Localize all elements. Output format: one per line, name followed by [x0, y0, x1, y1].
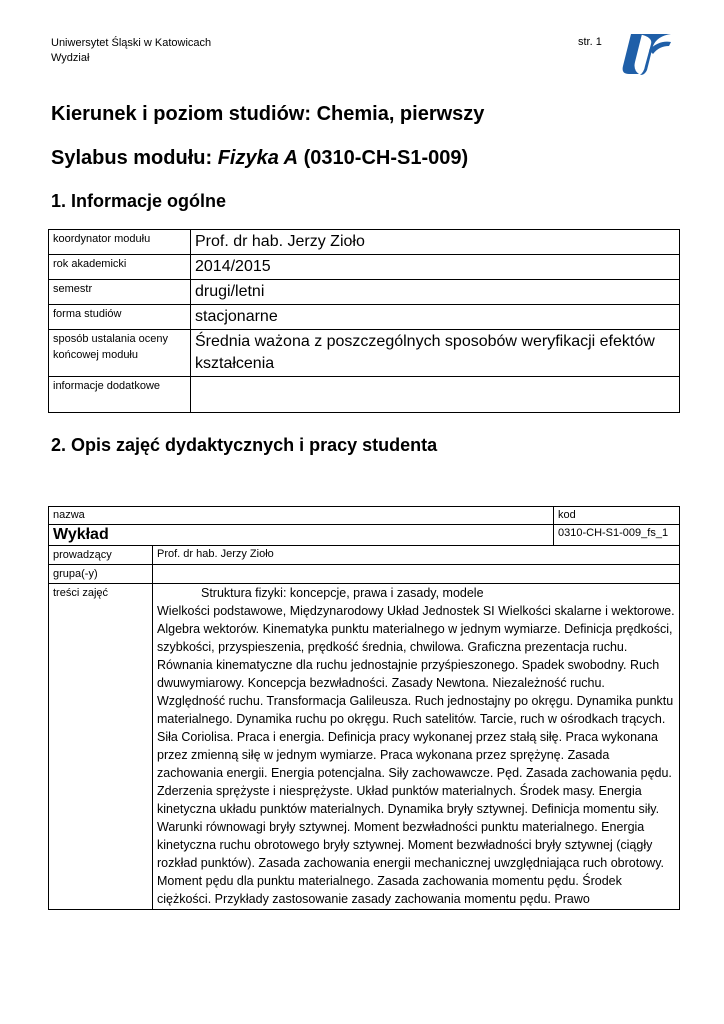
module-name: Fizyka A	[217, 147, 299, 169]
table-row	[49, 305, 680, 330]
content-body: Wielkości podstawowe, Międzynarodowy Układ Jednostek SI Wielkości skalarne i wektorowe. Algebra wektorów. Kinematyka punktu materialnego w jednym wymiarze. Definicja prędkości, szybkości, przyspieszenia, prędkość średnia, chwilowa. Graficzna prezentacja ruchu. Równania kinematyczne dla ruchu jednostajnie przyśpieszonego. Spadek swobodny. Ruch dwuwymiarowy. Koncepcja bezwładności. Zasady Newtona. Niezależność ruchu. Względność ruchu. Transformacja Galileusza. Ruch jednostajny po okręgu. Dynamika punktu materialnego. Dynamika ruchu po okręgu. Ruch satelitów. Tarcie, ruch w ośrodkach trących. Siła Coriolisa. Praca i energia. Definicja pracy wykonanej przez stałą siłę. Praca wykonana przez zmienną siłę w jednym wymiarze. Praca wykonana przez sprężynę. Zasada zachowania energii. Energia potencjalna. Siły zachowawcze. Pęd. Zasada zachowania pędu. Zderzenia sprężyste i niesprężyste. Układ punktów materialnych. Środek masy. Energia kinetyczna układu punktów materialnych. Dynamika bryły sztywnej. Definicja momentu siły. Warunki równowagi bryły sztywnej. Moment bezwładności punktu materialnego. Energia kinetyczna ruchu obrotowego bryły sztywnej. Moment bezwładności bryły sztywnej (ciągły rozkład punktów). Zasada zachowania energii mechanicznej uwzględniająca ruch obrotowy. Moment pędu dla punktu materialnego. Zasada zachowania momentu pędu. Środek ciężkości. Przykłady zastosowanie zasady zachowania momentu pędu. Prawo	[157, 604, 675, 906]
content-label: treści zajęć	[49, 584, 153, 910]
table-row	[49, 377, 680, 413]
row-label: koordynator modułu	[49, 230, 191, 255]
faculty-name: Wydział	[51, 52, 90, 64]
page-number: str. 1	[578, 36, 602, 48]
lecturer-label: prowadzący	[49, 546, 153, 565]
row-value: drugi/letni	[191, 280, 680, 305]
row-value: 2014/2015	[191, 255, 680, 280]
row-value: Prof. dr hab. Jerzy Zioło	[191, 230, 680, 255]
us-logo-icon	[609, 28, 673, 78]
university-name: Uniwersytet Śląski w Katowicach	[51, 37, 212, 49]
section-classes-heading: 2. Opis zajęć dydaktycznych i pracy studenta	[51, 435, 438, 455]
content-value	[153, 584, 680, 910]
row-label: rok akademicki	[49, 255, 191, 280]
row-label: informacje dodatkowe	[49, 377, 191, 413]
table-row	[49, 230, 680, 255]
row-value: stacjonarne	[191, 305, 680, 330]
name-value: Wykład	[49, 525, 554, 546]
table-row	[49, 330, 680, 377]
content-first-line: Struktura fizyki: koncepcje, prawa i zasady, modele	[201, 586, 484, 600]
code-label: kod	[554, 507, 680, 525]
group-label: grupa(-y)	[49, 565, 153, 584]
lecturer-value: Prof. dr hab. Jerzy Zioło	[153, 546, 680, 565]
general-info-table	[48, 229, 680, 413]
row-label: sposób ustalania oceny końcowej modułu	[49, 330, 191, 377]
table-row	[49, 565, 680, 584]
study-direction-heading: Kierunek i poziom studiów: Chemia, pierwszy	[51, 103, 485, 125]
table-row	[49, 584, 680, 910]
row-value	[191, 377, 680, 413]
section-general-info-heading: 1. Informacje ogólne	[51, 191, 227, 211]
code-value: 0310-CH-S1-009_fs_1	[554, 525, 680, 546]
row-value: Średnia ważona z poszczególnych sposobów weryfikacji efektów kształcenia	[191, 330, 680, 377]
table-row	[49, 255, 680, 280]
module-code: (0310-CH-S1-009)	[298, 147, 469, 169]
table-row	[49, 507, 680, 525]
name-label: nazwa	[49, 507, 554, 525]
table-row	[49, 280, 680, 305]
syllabus-heading	[51, 147, 468, 170]
table-row	[49, 546, 680, 565]
document-header	[51, 36, 211, 66]
syllabus-prefix: Sylabus modułu:	[51, 147, 218, 169]
group-value	[153, 565, 680, 584]
course-table	[48, 506, 680, 910]
table-row	[49, 525, 680, 546]
row-label: forma studiów	[49, 305, 191, 330]
row-label: semestr	[49, 280, 191, 305]
